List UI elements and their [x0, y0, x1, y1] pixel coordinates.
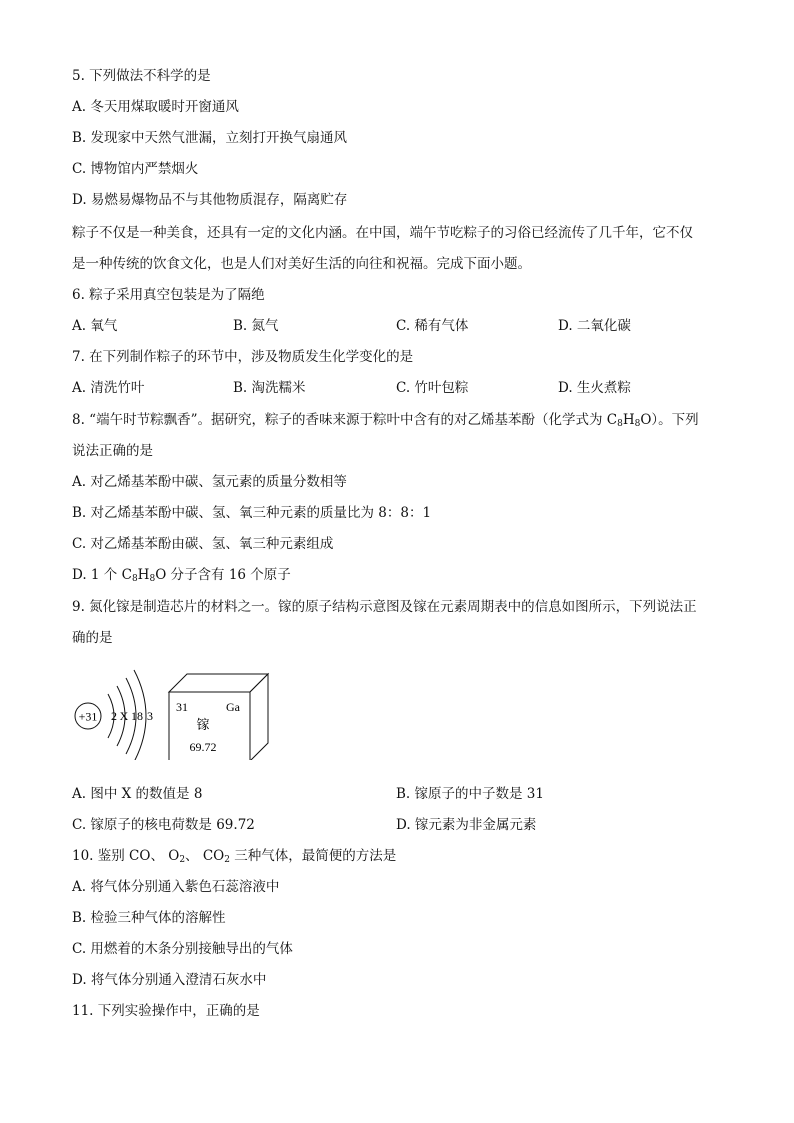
q7-option-c: C. 竹叶包粽	[396, 380, 469, 396]
q7-option-a: A. 清洗竹叶	[72, 380, 145, 396]
q8-option-a: A. 对乙烯基苯酚中碳、氢元素的质量分数相等	[72, 474, 347, 490]
element-name: 镓	[196, 717, 210, 732]
q6-stem: 6. 粽子采用真空包装是为了隔绝	[72, 287, 265, 303]
q5-option-b: B. 发现家中天然气泄漏，立刻打开换气扇通风	[72, 130, 348, 146]
q8-stem-line-2: 说法正确的是	[72, 443, 153, 459]
nucleus-charge: +31	[78, 709, 98, 724]
q9-stem-line-2: 确的是	[72, 630, 113, 646]
shell-3-electrons: 18	[131, 709, 143, 723]
q9-option-b: B. 镓原子的中子数是 31	[396, 786, 544, 802]
q10-option-a: A. 将气体分别通入紫色石蕊溶液中	[72, 879, 280, 895]
q8-option-d: D. 1 个 $C_8H_8O$ 分子含有 16 个原子	[72, 567, 291, 584]
q10-option-c: C. 用燃着的木条分别接触导出的气体	[72, 941, 293, 957]
q8-stem: 8. “端午时节粽飘香”。据研究，粽子的香味来源于粽叶中含有的对乙烯基苯酚（化学式为 $C_8H_8O$）。下列	[72, 412, 699, 429]
q5-option-a: A. 冬天用煤取暖时开窗通风	[72, 99, 239, 115]
passage-line-2: 是一种传统的饮食文化，也是人们对美好生活的向往和祝福。完成下面小题。	[72, 256, 531, 272]
q7-stem: 7. 在下列制作粽子的环节中，涉及物质发生化学变化的是	[72, 349, 414, 365]
q9-option-d: D. 镓元素为非金属元素	[396, 817, 537, 833]
gallium-figure	[70, 660, 270, 760]
gallium-atom-and-cell	[70, 660, 270, 760]
q8-option-c: C. 对乙烯基苯酚由碳、氢、氧三种元素组成	[72, 536, 334, 552]
q6-option-b: B. 氮气	[233, 318, 279, 334]
element-symbol: Ga	[226, 700, 240, 714]
q7-option-d: D. 生火煮粽	[558, 380, 631, 396]
q6-option-a: A. 氧气	[72, 318, 118, 334]
q9-option-a: A. 图中 X 的数值是 8	[72, 786, 203, 802]
q8-option-b: B. 对乙烯基苯酚中碳、氢、氧三种元素的质量比为 8：8：1	[72, 505, 432, 521]
q5-option-d: D. 易燃易爆物品不与其他物质混存，隔离贮存	[72, 192, 348, 208]
q9-stem: 9. 氮化镓是制造芯片的材料之一。镓的原子结构示意图及镓在元素周期表中的信息如图所示，下列说法正	[72, 599, 697, 615]
q10-option-d: D. 将气体分别通入澄清石灰水中	[72, 972, 267, 988]
q6-option-d: D. 二氧化碳	[558, 318, 631, 334]
q5-stem: 5. 下列做法不科学的是	[72, 68, 211, 84]
q5-option-c: C. 博物馆内严禁烟火	[72, 161, 199, 177]
q11-stem: 11. 下列实验操作中，正确的是	[72, 1003, 260, 1019]
q7-option-b: B. 淘洗糯米	[233, 380, 306, 396]
shell-4-electrons: 3	[147, 709, 153, 723]
q10-stem: 10. 鉴别 CO、 $O_2$、 $CO_2$ 三种气体，最简便的方法是	[72, 848, 397, 865]
atomic-number: 31	[176, 700, 188, 714]
q9-option-c: C. 镓原子的核电荷数是 69.72	[72, 817, 255, 833]
atomic-mass: 69.72	[189, 740, 217, 754]
q10-option-b: B. 检验三种气体的溶解性	[72, 910, 226, 926]
shell-1-electrons: 2	[111, 709, 117, 723]
q6-option-c: C. 稀有气体	[396, 318, 469, 334]
shell-2-electrons: X	[119, 709, 129, 723]
passage-line-1: 粽子不仅是一种美食，还具有一定的文化内涵。在中国，端午节吃粽子的习俗已经流传了几千年，它不仅	[72, 225, 693, 241]
